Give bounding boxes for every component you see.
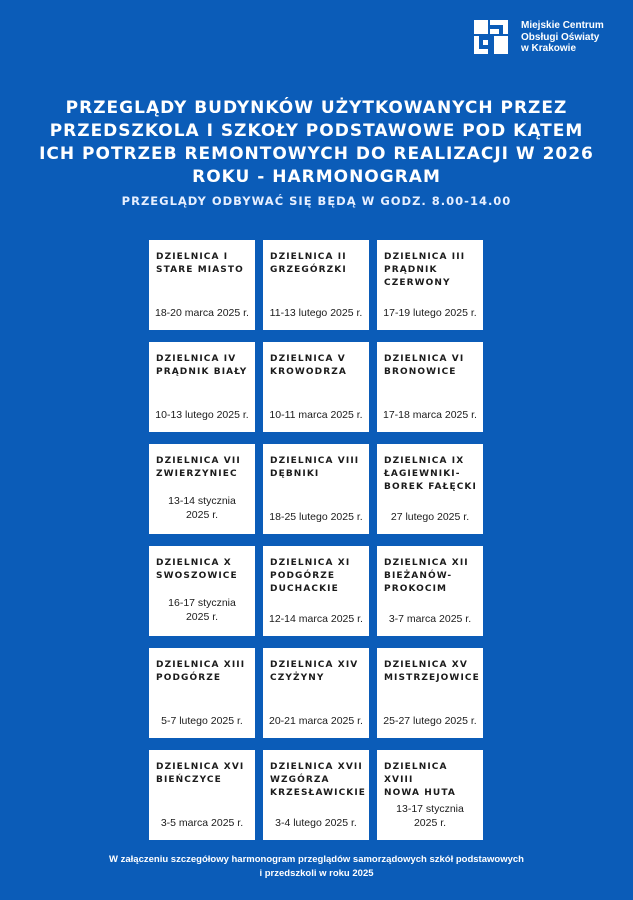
district-card [263, 342, 369, 432]
inspection-date: 17-18 marca 2025 r. [383, 409, 477, 421]
district-name: DZIELNICA V KROWODRZA [270, 354, 347, 377]
inspection-date: 18-20 marca 2025 r. [155, 307, 249, 319]
inspection-date: 3-5 marca 2025 r. [160, 817, 244, 829]
district-card [377, 342, 483, 432]
district-card [149, 750, 255, 840]
footer-line: W załączeniu szczegółowy harmonogram przeglądów samorządowych szkół podstawowych [109, 854, 524, 865]
logo-line: w Krakowie [521, 43, 577, 54]
district-card [149, 342, 255, 432]
district-card [377, 546, 483, 636]
district-name: DZIELNICA XV MISTRZEJOWICE [384, 660, 480, 683]
district-name: DZIELNICA VII ZWIERZYNIEC [156, 456, 241, 479]
footer-note [0, 853, 633, 881]
district-card [149, 240, 255, 330]
district-card [263, 240, 369, 330]
district-card [377, 750, 483, 840]
inspection-date: 11-13 lutego 2025 r. [269, 307, 363, 319]
inspection-date: 10-11 marca 2025 r. [269, 409, 363, 421]
district-name: DZIELNICA XIII PODGÓRZE [156, 660, 246, 683]
district-name: DZIELNICA XI PODGÓRZE DUCHACKIE [270, 558, 351, 594]
district-card [263, 648, 369, 738]
district-card [377, 648, 483, 738]
footer-line: i przedszkoli w roku 2025 [259, 868, 374, 879]
district-name: DZIELNICA VIII DĘBNIKI [270, 456, 360, 479]
logo-text [521, 20, 604, 55]
district-name: DZIELNICA X SWOSZOWICE [156, 558, 238, 581]
inspection-date: 10-13 lutego 2025 r. [155, 409, 249, 421]
district-card [149, 648, 255, 738]
district-name: DZIELNICA III PRĄDNIK CZERWONY [384, 252, 466, 288]
district-name: DZIELNICA XVIII NOWA HUTA [384, 762, 456, 798]
inspection-date: 5-7 lutego 2025 r. [161, 715, 243, 727]
district-name: DZIELNICA IV PRĄDNIK BIAŁY [156, 354, 248, 377]
district-name: DZIELNICA XVII WZGÓRZA KRZESŁAWICKIE [270, 762, 367, 798]
logo-line: Obsługi Oświaty [521, 31, 600, 43]
inspection-date: 27 lutego 2025 r. [390, 511, 470, 523]
district-name: DZIELNICA I STARE MIASTO [156, 252, 244, 275]
district-name: DZIELNICA XII BIEŻANÓW- PROKOCIM [384, 558, 469, 594]
inspection-date: 20-21 marca 2025 r. [269, 715, 363, 727]
inspection-date: 13-17 stycznia 2025 r. [396, 803, 464, 829]
district-card [263, 444, 369, 534]
logo-line: Miejskie Centrum [521, 20, 604, 31]
inspection-date: 13-14 stycznia 2025 r. [168, 495, 236, 521]
district-name: DZIELNICA XVI BIEŃCZYCE [156, 762, 245, 785]
district-name: DZIELNICA XIV CZYŻYNY [270, 660, 359, 683]
district-card [149, 546, 255, 636]
district-card [263, 546, 369, 636]
inspection-date: 12-14 marca 2025 r. [269, 613, 363, 625]
logo-icon [474, 20, 508, 54]
page-title [0, 97, 633, 189]
inspection-date: 3-4 lutego 2025 r. [275, 817, 357, 829]
title-line: PRZEGLĄDY BUDYNKÓW UŻYTKOWANYCH PRZEZ [65, 98, 568, 118]
title-line: PRZEDSZKOLA I SZKOŁY PODSTAWOWE POD KĄTEM [49, 121, 584, 141]
district-name: DZIELNICA II GRZEGÓRZKI [270, 252, 347, 275]
inspection-date: 16-17 stycznia 2025 r. [168, 597, 236, 623]
district-name: DZIELNICA VI BRONOWICE [384, 354, 465, 377]
inspection-date: 3-7 marca 2025 r. [388, 613, 472, 625]
title-line: ROKU - HARMONOGRAM [192, 167, 441, 187]
inspection-date: 25-27 lutego 2025 r. [383, 715, 477, 727]
district-card [149, 444, 255, 534]
district-card [263, 750, 369, 840]
schedule-grid [149, 240, 483, 840]
title-line: ICH POTRZEB REMONTOWYCH DO REALIZACJI W 2026 [39, 144, 594, 164]
inspection-date: 18-25 lutego 2025 r. [269, 511, 363, 523]
district-card [377, 444, 483, 534]
mcoo-logo [474, 20, 604, 55]
hours-subtitle: PRZEGLĄDY ODBYWAĆ SIĘ BĘDĄ W GODZ. 8.00-14.00 [121, 194, 512, 208]
district-name: DZIELNICA IX ŁAGIEWNIKI- BOREK FAŁĘCKI [384, 456, 477, 492]
district-card [377, 240, 483, 330]
inspection-date: 17-19 lutego 2025 r. [383, 307, 477, 319]
